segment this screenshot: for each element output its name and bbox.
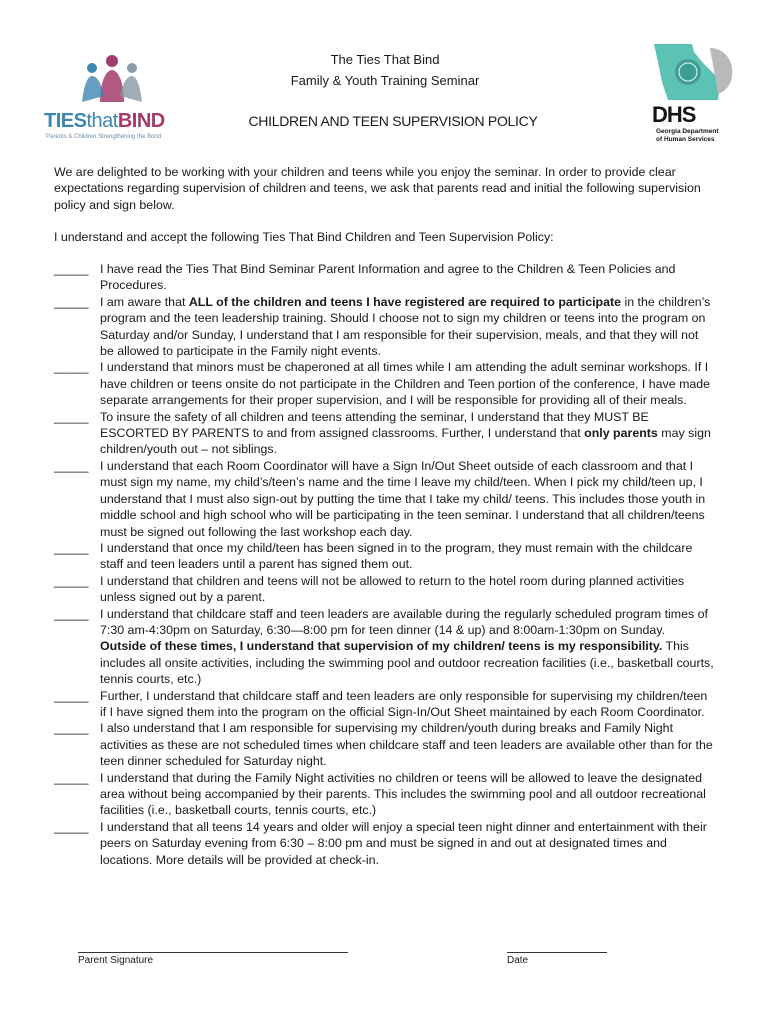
policy-clause: _____ I also understand that I am responsible for supervising my children/youth during breaks and Family Night activities as these are not scheduled times when childcare staff and teen leaders are available other than for the teen dinner scheduled for Saturday night.: [54, 721, 713, 769]
ties-that-bind-logo: [44, 52, 179, 152]
initial-blank[interactable]: _____: [54, 573, 89, 588]
initial-blank[interactable]: _____: [54, 606, 89, 621]
date-label: Date: [507, 955, 529, 966]
ties-tagline: Parents & Children Strengthening the Bond: [46, 134, 162, 140]
date-line[interactable]: [507, 952, 607, 953]
policy-clause: _____ I understand that childcare staff and teen leaders are available during the regularly scheduled program times of 7:30 am-4:30pm on Saturday, 6:30—8:00 pm for teen dinner (14 & up) and 8:00am-1:30pm on Sunday. Outside of these times, I understand that supervision of my children/ teens is my responsibility. This includes all onsite activities, including the swimming pool and outdoor recreation facilities (i.e., basketball courts, tennis courts, etc.): [54, 606, 714, 687]
policy-clause: _____ I am aware that ALL of the children and teens I have registered are required to participate in the children’s program and the teen leadership training. Should I choose not to sign my children or teens into the program on Saturday and/or Sunday, I understand that I am responsible for their supervision, meals, and that they will not be allowed to participate in the Family night events.: [54, 294, 711, 359]
seminar-subtitle: Family & Youth Training Seminar: [290, 73, 480, 88]
policy-clause: _____ Further, I understand that childcare staff and teen leaders are only responsible for supervising my children/teen if I have signed them into the program on the official Sign-In/Out Sheet maintained by each Room Coordinator.: [54, 688, 708, 719]
policy-clause: _____ I understand that all teens 14 years and older will enjoy a special teen night dinner and entertainment with their peers on Saturday evening from 6:30 – 8:00 pm and must be signed in and out at designated times and locations. More details will be provided at check-in.: [54, 819, 707, 867]
intro-paragraph: We are delighted to be working with your children and teens while you enjoy the seminar. In order to provide clear expectations regarding supervision of children and teens, we ask that parents read and initial the following supervision policy and sign below.: [54, 165, 701, 212]
policy-clause: _____ To insure the safety of all children and teens attending the seminar, I understand that they MUST BE ESCORTED BY PARENTS to and from assigned classrooms. Further, I understand that only parents may sign children/youth out – not siblings.: [54, 409, 711, 457]
acceptance-statement: I understand and accept the following Ties That Bind Children and Teen Supervision Policy:: [54, 230, 554, 244]
parent-signature-line[interactable]: [78, 952, 348, 953]
initial-blank[interactable]: _____: [54, 721, 89, 736]
policy-clause: _____ I understand that once my child/teen has been signed in to the program, they must remain with the childcare staff and teen leaders until a parent has signed them out.: [54, 540, 693, 572]
initial-blank[interactable]: _____: [54, 458, 89, 473]
policy-clause: _____ I understand that minors must be chaperoned at all times while I am attending the adult seminar workshops. If I have children or teens onsite do not participate in the Children and Teen portion of the conference, I have made separate arrangements for their proper supervision, and I will be responsible for providing all of their meals.: [54, 360, 711, 408]
initial-blank[interactable]: _____: [54, 770, 89, 785]
dhs-mark: DHS: [652, 102, 696, 127]
seminar-title: The Ties That Bind: [330, 52, 440, 67]
policy-clause: _____ I have read the Ties That Bind Seminar Parent Information and agree to the Children & Teen Policies and Procedures.: [54, 262, 676, 293]
dhs-subtitle: Georgia Department of Human Services: [656, 128, 719, 143]
initial-blank[interactable]: _____: [54, 540, 89, 555]
initial-blank[interactable]: _____: [54, 360, 89, 375]
policy-clause: _____ I understand that during the Family Night activities no children or teens will be allowed to leave the designated area without being accompanied by their parents. This includes the swimming pool and all outdoor recreational facilities (i.e., basketball courts, tennis courts, etc.): [54, 770, 706, 818]
ties-wordmark: TIESthatBIND: [44, 110, 165, 132]
initial-blank[interactable]: _____: [54, 409, 89, 424]
georgia-map-icon: [648, 42, 740, 102]
policy-title: CHILDREN AND TEEN SUPERVISION POLICY: [248, 113, 538, 129]
initial-blank[interactable]: _____: [54, 819, 89, 834]
initial-blank[interactable]: _____: [54, 688, 89, 703]
initial-blank[interactable]: _____: [54, 294, 89, 309]
parent-signature-label: Parent Signature: [78, 955, 154, 966]
policy-clause: _____ I understand that each Room Coordinator will have a Sign In/Out Sheet outside of each classroom and that I must sign my name, my child’s/teen’s name and the time I leave my child/teen. When I pick my child/teen up, I understand that I must also sign-out by putting the time that I take my child/ teens. This includes those youth in middle school and high school who will be participating in the teen seminar. I understand that all children/teens must be signed out following the last workshop each day.: [54, 458, 706, 539]
policy-clauses: [54, 261, 714, 868]
initial-blank[interactable]: _____: [54, 262, 89, 276]
policy-clause: _____ I understand that children and teens will not be allowed to return to the hotel room during planned activities unless signed out by a parent.: [54, 573, 685, 605]
